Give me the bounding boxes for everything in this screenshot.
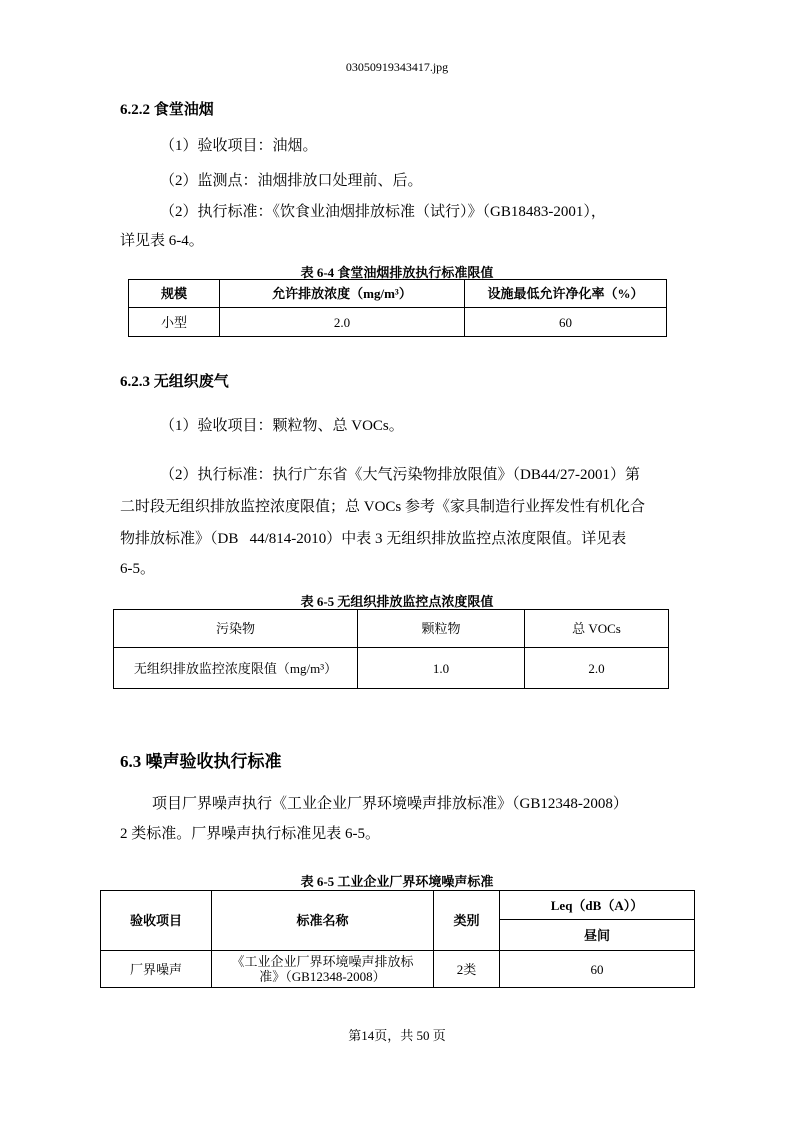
page-footer: 第14页，共 50 页 — [348, 1028, 446, 1043]
table-header-cell: 颗粒物 — [358, 610, 525, 648]
paragraph-line: 项目厂界噪声执行《工业企业厂界环境噪声排放标准》（GB12348-2008） — [152, 796, 628, 812]
paragraph-line: （1）验收项目：油烟。 — [160, 138, 318, 154]
table-header-cell: 标准名称 — [212, 891, 434, 951]
table-header-cell: 验收项目 — [101, 891, 212, 951]
table-cell: 小型 — [129, 308, 220, 337]
paragraph-line: 6-5。 — [120, 561, 155, 577]
table-header-cell: 允许排放浓度（mg/m³） — [220, 280, 465, 308]
table-header-row — [129, 280, 667, 308]
table-cell: 无组织排放监控浓度限值（mg/m³） — [114, 648, 358, 689]
paragraph-line: 详见表 6-4。 — [120, 233, 204, 249]
table-cell: 2类 — [434, 951, 500, 988]
table-cell: 厂界噪声 — [101, 951, 212, 988]
paragraph-line: 二时段无组织排放监控浓度限值；总 VOCs 参考《家具制造行业挥发性有机化合 — [120, 499, 646, 515]
table-row — [101, 951, 695, 988]
table-cell: 1.0 — [358, 648, 525, 689]
table-header-cell: 污染物 — [114, 610, 358, 648]
section-heading-63: 6.3 噪声验收执行标准 — [120, 752, 282, 771]
table-row — [129, 308, 667, 337]
table-cell: 2.0 — [220, 308, 465, 337]
table-header-cell: 昼间 — [500, 920, 695, 951]
section-heading-622: 6.2.2 食堂油烟 — [120, 102, 214, 118]
table-header-row — [114, 610, 669, 648]
table-header-cell: Leq（dB（A）） — [500, 891, 695, 920]
table-caption-6-4: 表 6-4 食堂油烟排放执行标准限值 — [300, 265, 494, 280]
table-cell: 60 — [500, 951, 695, 988]
section-heading-623: 6.2.3 无组织废气 — [120, 374, 229, 390]
table-header-cell: 设施最低允许净化率（%） — [465, 280, 667, 308]
table-caption-6-5a: 表 6-5 无组织排放监控点浓度限值 — [300, 594, 494, 609]
paragraph-line: （2）执行标准：《饮食业油烟排放标准（试行）》（GB18483-2001）， — [160, 204, 606, 220]
paragraph-line: （2）监测点：油烟排放口处理前、后。 — [160, 173, 423, 189]
paragraph-line: （2）执行标准：执行广东省《大气污染物排放限值》（DB44/27-2001）第 — [160, 467, 641, 483]
paragraph-line: 2 类标准。厂界噪声执行标准见表 6-5。 — [120, 826, 380, 842]
table-cell-standard — [212, 951, 434, 988]
table-header-cell: 类别 — [434, 891, 500, 951]
header-filename: 03050919343417.jpg — [345, 60, 449, 74]
table-header-cell: 规模 — [129, 280, 220, 308]
table-6-5-unorganized — [113, 609, 669, 689]
table-caption-6-5b: 表 6-5 工业企业厂界环境噪声标准 — [300, 874, 494, 889]
table-row — [114, 648, 669, 689]
table-cell-line: 准》（GB12348-2008） — [259, 969, 386, 984]
table-6-5-noise — [100, 890, 695, 988]
table-6-4 — [128, 279, 667, 337]
table-cell: 60 — [465, 308, 667, 337]
table-header-row — [101, 891, 695, 920]
table-header-cell: 总 VOCs — [525, 610, 669, 648]
paragraph-line: （1）验收项目：颗粒物、总 VOCs。 — [160, 418, 404, 434]
table-cell: 2.0 — [525, 648, 669, 689]
paragraph-line: 物排放标准》（DB 44/814-2010）中表 3 无组织排放监控点浓度限值。详见表 — [120, 531, 627, 547]
table-cell-line: 《工业企业厂界环境噪声排放标 — [231, 954, 414, 969]
